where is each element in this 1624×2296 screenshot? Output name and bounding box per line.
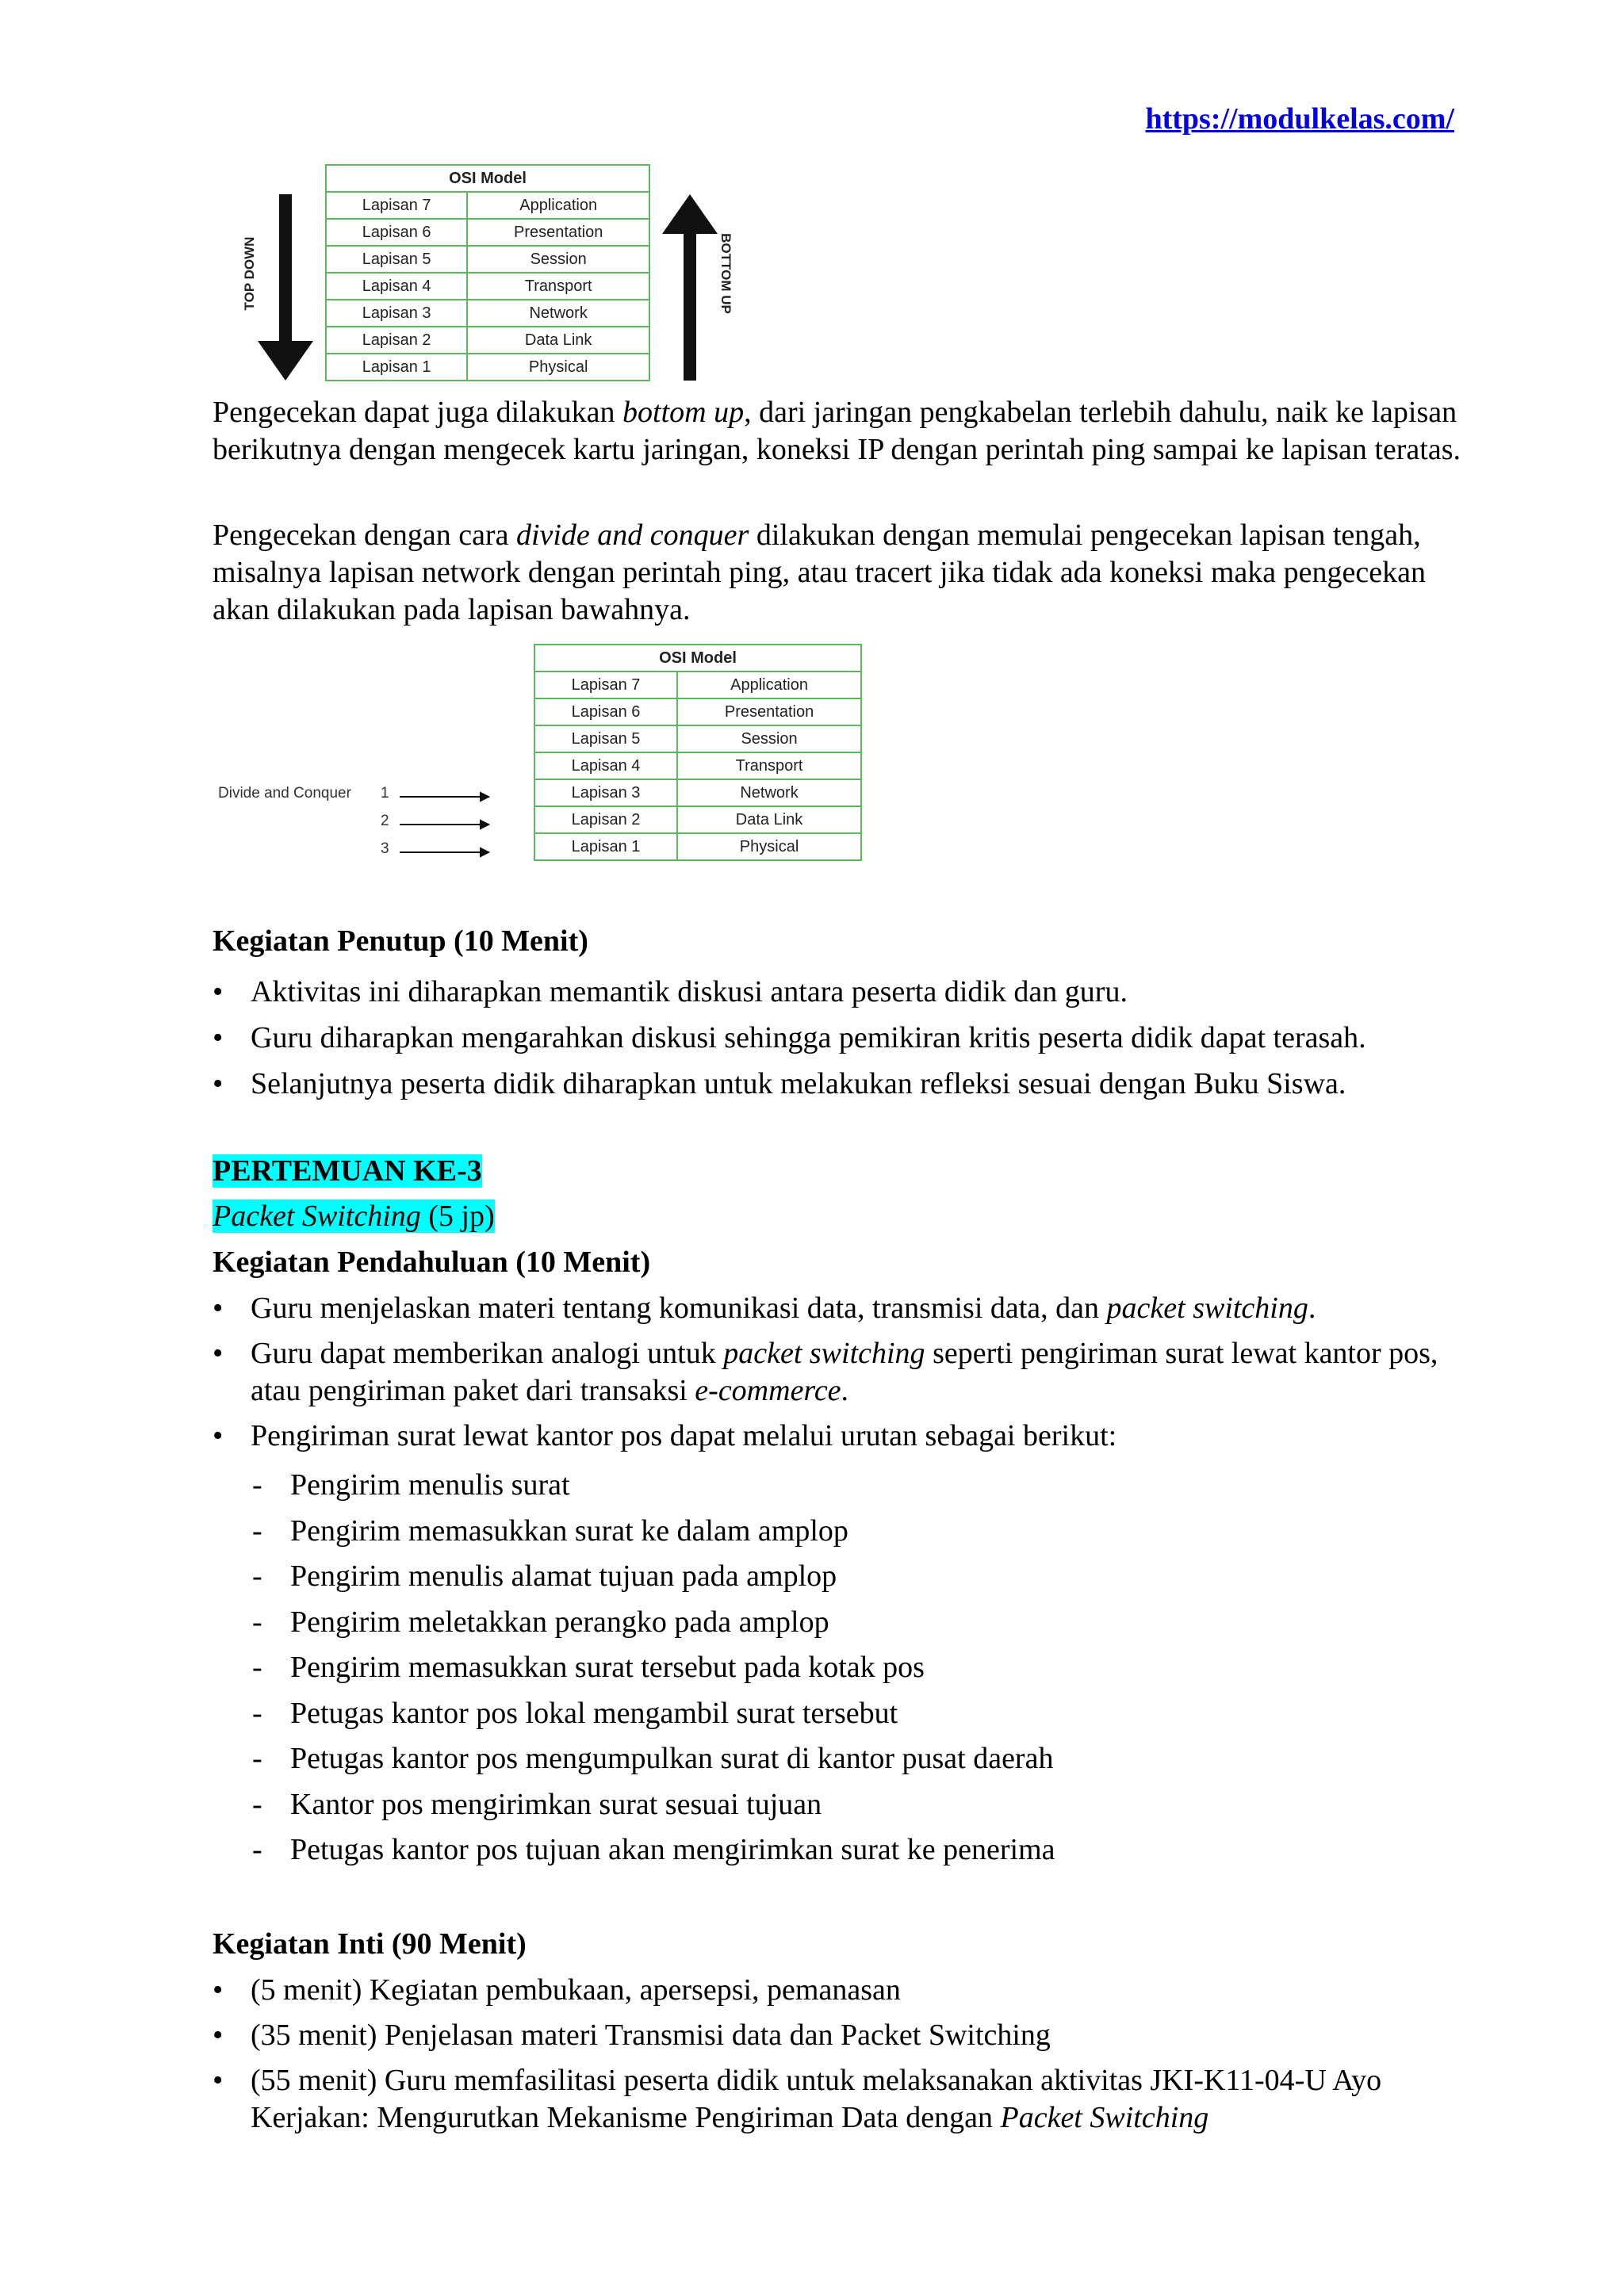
layer-name-cell: Network	[467, 300, 649, 327]
paragraph-divide-conquer: Pengecekan dengan cara divide and conquer dilakukan dengan memulai pengecekan lapisan tengah, misalnya lapisan network dengan perintah ping, atau tracert jika tidak ada koneksi maka pengecekan akan dilakukan pada lapisan bawahnya.	[213, 519, 1426, 626]
arrow-down-icon	[258, 194, 313, 385]
divide-conquer-label: Divide and Conquer	[218, 785, 351, 802]
list-item: - Petugas kantor pos tujuan akan mengirimkan surat ke penerima	[246, 1827, 1055, 1873]
inti-list	[213, 1972, 1450, 2137]
layer-name-cell: Data Link	[467, 327, 649, 354]
layer-number-cell: Lapisan 1	[534, 833, 677, 860]
list-item: - Pengirim menulis surat	[246, 1463, 1055, 1509]
layer-name-cell: Data Link	[677, 806, 861, 833]
layer-number-cell: Lapisan 7	[326, 192, 467, 219]
layer-name-cell: Application	[677, 672, 861, 698]
penutup-list	[213, 969, 1497, 1107]
table-row	[326, 192, 649, 219]
list-item: • (5 menit) Kegiatan pembukaan, apersepsi, pemanasan	[213, 1972, 1450, 2009]
list-item: • Guru menjelaskan materi tentang komunikasi data, transmisi data, dan packet switching.	[213, 1290, 1497, 1327]
layer-number-cell: Lapisan 5	[326, 246, 467, 273]
osi-table-title: OSI Model	[326, 165, 649, 192]
list-item: - Pengirim menulis alamat tujuan pada amplop	[246, 1554, 1055, 1600]
table-row	[534, 698, 861, 725]
layer-number-cell: Lapisan 3	[326, 300, 467, 327]
table-row	[326, 327, 649, 354]
list-item: - Pengirim meletakkan perangko pada amplop	[246, 1600, 1055, 1646]
meeting-topic: Packet Switching (5 jp)	[213, 1200, 495, 1233]
layer-number-cell: Lapisan 2	[534, 806, 677, 833]
top-down-label: TOP DOWN	[242, 236, 257, 311]
list-item: • Guru dapat memberikan analogi untuk packet switching seperti pengiriman surat lewat kantor pos, atau pengiriman paket dari transaksi e-commerce.	[213, 1335, 1440, 1410]
layer-name-cell: Presentation	[467, 219, 649, 246]
layer-number-cell: Lapisan 6	[326, 219, 467, 246]
layer-name-cell: Physical	[467, 354, 649, 381]
layer-number-cell: Lapisan 4	[534, 752, 677, 779]
table-row	[326, 300, 649, 327]
layer-name-cell: Session	[467, 246, 649, 273]
list-item: • Pengiriman surat lewat kantor pos dapat melalui urutan sebagai berikut:	[213, 1418, 1497, 1455]
section-heading-pendahuluan: Kegiatan Pendahuluan (10 Menit)	[213, 1246, 651, 1279]
layer-name-cell: Presentation	[677, 698, 861, 725]
paragraph-bottom-up: Pengecekan dapat juga dilakukan bottom up, dari jaringan pengkabelan terlebih dahulu, naik ke lapisan berikutnya dengan mengecek kartu jaringan, koneksi IP dengan perintah ping sampai ke lapisan teratas.	[213, 396, 1461, 466]
header-url-link[interactable]: https://modulkelas.com/	[1145, 102, 1454, 136]
bottom-up-label: BOTTOM UP	[718, 233, 733, 314]
layer-name-cell: Session	[677, 725, 861, 752]
meeting-title: PERTEMUAN KE-3	[213, 1154, 482, 1188]
table-row	[326, 246, 649, 273]
arrow-right-icon	[400, 793, 488, 856]
layer-name-cell: Network	[677, 779, 861, 806]
layer-number-cell: Lapisan 1	[326, 354, 467, 381]
table-row	[534, 752, 861, 779]
table-row	[534, 833, 861, 860]
table-row	[534, 672, 861, 698]
table-row	[326, 273, 649, 300]
table-row	[534, 806, 861, 833]
layer-name-cell: Transport	[467, 273, 649, 300]
list-item: • Selanjutnya peserta didik diharapkan untuk melakukan refleksi sesuai dengan Buku Siswa.	[213, 1061, 1497, 1107]
arrow-up-icon	[662, 194, 718, 385]
layer-number-cell: Lapisan 7	[534, 672, 677, 698]
osi-table-topdown	[325, 164, 650, 381]
osi-divide-figure	[218, 644, 868, 870]
osi-table-divide	[534, 644, 862, 861]
pendahuluan-list	[213, 1290, 1497, 1455]
list-item: - Petugas kantor pos lokal mengambil surat tersebut	[246, 1691, 1055, 1737]
osi-topdown-figure	[226, 163, 749, 388]
list-item: • Aktivitas ini diharapkan memantik diskusi antara peserta didik dan guru.	[213, 969, 1497, 1015]
list-item: • (35 menit) Penjelasan materi Transmisi data dan Packet Switching	[213, 2017, 1450, 2054]
step-1: 1	[381, 785, 389, 802]
layer-number-cell: Lapisan 4	[326, 273, 467, 300]
list-item: • Guru diharapkan mengarahkan diskusi sehingga pemikiran kritis peserta didik dapat terasah.	[213, 1015, 1497, 1061]
step-2: 2	[381, 813, 389, 829]
table-row	[534, 779, 861, 806]
list-item: - Petugas kantor pos mengumpulkan surat di kantor pusat daerah	[246, 1736, 1055, 1782]
layer-number-cell: Lapisan 2	[326, 327, 467, 354]
layer-name-cell: Physical	[677, 833, 861, 860]
list-item: - Kantor pos mengirimkan surat sesuai tujuan	[246, 1782, 1055, 1828]
table-row	[326, 354, 649, 381]
layer-number-cell: Lapisan 5	[534, 725, 677, 752]
osi-table-title: OSI Model	[534, 645, 861, 672]
table-row	[534, 725, 861, 752]
list-item: • (55 menit) Guru memfasilitasi peserta didik untuk melaksanakan aktivitas JKI-K11-04-U Ayo Kerjakan: Mengurutkan Mekanisme Pengiriman Data dengan Packet Switching	[213, 2062, 1450, 2137]
list-item: - Pengirim memasukkan surat tersebut pada kotak pos	[246, 1645, 1055, 1691]
layer-name-cell: Application	[467, 192, 649, 219]
table-row	[326, 219, 649, 246]
list-item: - Pengirim memasukkan surat ke dalam amplop	[246, 1509, 1055, 1555]
section-heading-penutup: Kegiatan Penutup (10 Menit)	[213, 924, 588, 958]
layer-name-cell: Transport	[677, 752, 861, 779]
step-3: 3	[381, 840, 389, 857]
postal-steps-list	[246, 1463, 1055, 1873]
divide-arrows	[396, 786, 492, 866]
section-heading-inti: Kegiatan Inti (90 Menit)	[213, 1927, 527, 1961]
layer-number-cell: Lapisan 3	[534, 779, 677, 806]
layer-number-cell: Lapisan 6	[534, 698, 677, 725]
